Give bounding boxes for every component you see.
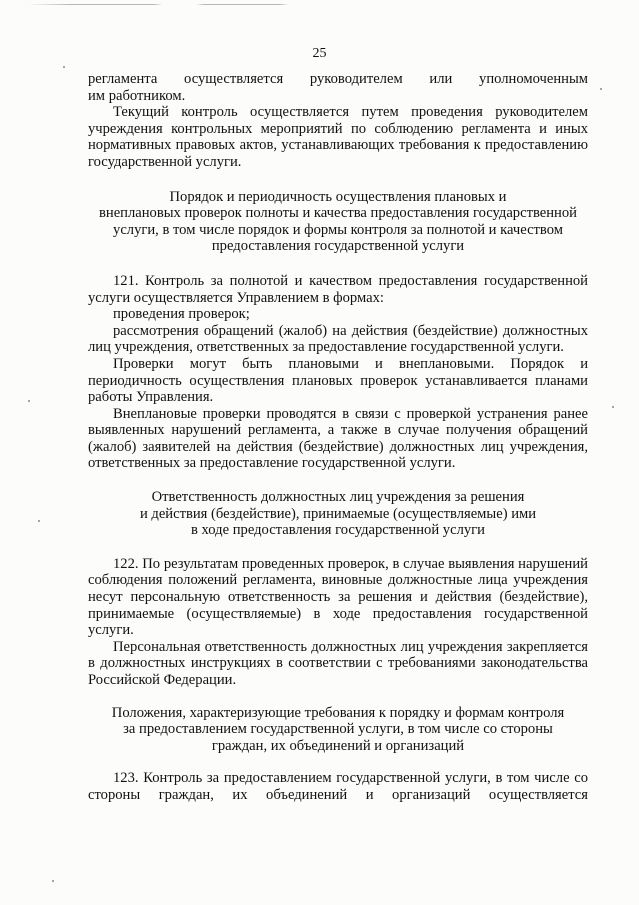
heading-line: в ходе предоставления государственной услуги xyxy=(191,522,485,539)
section-gap xyxy=(88,171,588,189)
scan-speck xyxy=(63,66,65,68)
scan-speck xyxy=(612,406,614,408)
paragraph: Внеплановые проверки проводятся в связи с проверкой устранения ранее выявленных нарушений регламента, а также в случае получения обращений (жалоб) заявителей на действия (бездействие) должностных лиц учреждения, ответственных за предоставление государственной услуги. xyxy=(88,405,588,472)
heading-line: за предоставлением государственной услуги, в том числе со стороны xyxy=(123,721,553,738)
scan-speck xyxy=(28,400,30,402)
paragraph: регламента осуществляется руководителем или уполномоченным xyxy=(88,71,588,87)
heading-line: предоставления государственной услуги xyxy=(211,238,465,255)
scan-speck xyxy=(600,88,602,90)
heading-line: граждан, их объединений и организаций xyxy=(211,737,465,754)
paragraph: Персональная ответственность должностных лиц учреждения закрепляется в должностных инструкциях в соответствии с требованиями законодательства Российской Федерации. xyxy=(88,638,588,688)
heading-line: внеплановых проверок полноты и качества предоставления государственной xyxy=(99,205,577,222)
paragraph: им работником. xyxy=(88,87,186,104)
section-gap xyxy=(88,754,588,770)
heading-line: Положения, характеризующие требования к порядку и формам контроля xyxy=(111,704,565,721)
heading-line: Порядок и периодичность осуществления плановых и xyxy=(169,188,507,205)
paragraph: 122. По результатам проведенных проверок, в случае выявления нарушений соблюдения положений регламента, виновные должностные лица учреждения несут персональную ответственность за решения и действия (бездействие), принимаемые (осуществляемые) в ходе предоставления государственной услуги. xyxy=(88,555,588,639)
list-item: проведения проверок; xyxy=(113,306,250,323)
page-number: 25 xyxy=(312,46,327,61)
scan-speck xyxy=(38,520,40,522)
heading-line: услуги, в том числе порядок и формы контроля за полнотой и качеством xyxy=(113,221,563,238)
heading-line: и действия (бездействие), принимаемые (осуществляемые) ими xyxy=(139,505,537,522)
section-heading xyxy=(88,189,588,255)
section-heading xyxy=(88,489,588,539)
document-body xyxy=(88,71,588,804)
section-heading xyxy=(88,705,588,755)
heading-line: Ответственность должностных лиц учреждения за решения xyxy=(151,489,525,506)
paragraph: рассмотрения обращений (жалоб) на действия (бездействие) должностных лиц учреждения, ответственных за предоставление государственной услуги. xyxy=(88,322,588,356)
scan-speck xyxy=(52,880,54,882)
paragraph: Текущий контроль осуществляется путем проведения руководителем учреждения контрольных мероприятий по соблюдению регламента и иных нормативных правовых актов, устанавливающих требования к предоставлению государственной услуги. xyxy=(88,104,588,170)
section-gap xyxy=(88,689,588,705)
section-gap xyxy=(88,472,588,489)
scan-edge-line xyxy=(28,4,448,5)
paragraph: 121. Контроль за полнотой и качеством предоставления государственной услуги осуществляется Управлением в формах: xyxy=(88,272,588,306)
paragraph: 123. Контроль за предоставлением государственной услуги, в том числе со стороны граждан, их объединений и организаций осуществляется xyxy=(88,770,588,803)
paragraph: Проверки могут быть плановыми и внеплановыми. Порядок и периодичность осуществления плановых проверок устанавливается планами работы Управления. xyxy=(88,355,588,406)
section-gap xyxy=(88,255,588,273)
section-gap xyxy=(88,539,588,556)
